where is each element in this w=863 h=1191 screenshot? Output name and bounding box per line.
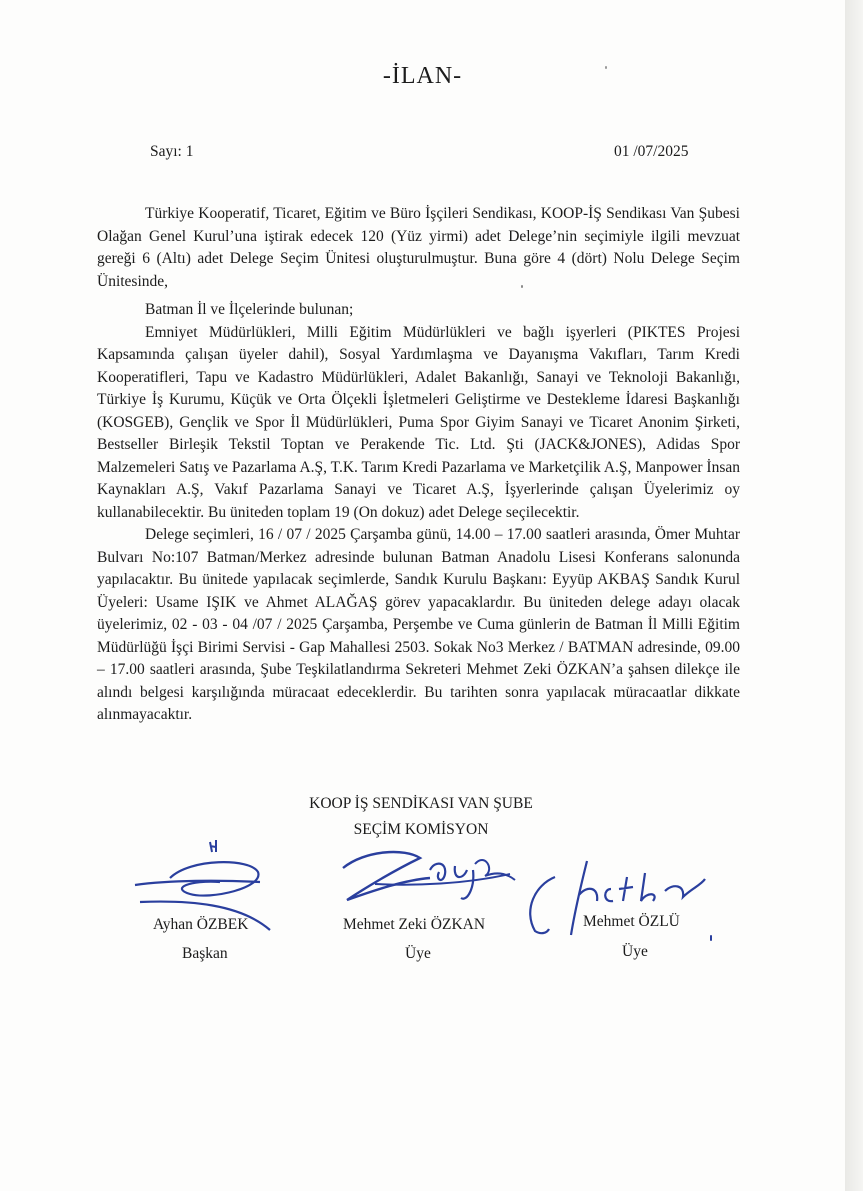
announcement-scope <box>97 299 740 727</box>
signatory-name-3: Mehmet ÖZLÜ <box>583 913 680 930</box>
paragraph-intro: Türkiye Kooperatif, Ticaret, Eğitim ve Büro İşçileri Sendikası, KOOP-İŞ Sendikası Van Şubesi Olağan Genel Kurul’una iştirak edecek 120 (Yüz yirmi) adet Delege’nin seçimiyle ilgili mevzuat gereği 6 (Altı) adet Delege Seçim Ünitesi oluşturulmuştur. Buna göre 4 (dört) Nolu Delege Seçim Ünitesinde, <box>97 205 740 290</box>
scan-speck <box>710 935 712 941</box>
signature-mehmet-zeki-ozkan <box>335 840 525 910</box>
scan-speck <box>605 66 607 69</box>
signatory-name-1: Ayhan ÖZBEK <box>153 916 249 933</box>
committee-line-1: KOOP İŞ SENDİKASI VAN ŞUBE <box>309 795 533 812</box>
document-number: Sayı: 1 <box>150 143 194 160</box>
document-title: -İLAN- <box>382 63 463 89</box>
announcement-body <box>97 203 740 293</box>
scan-speck <box>521 285 523 288</box>
committee-line-2: SEÇİM KOMİSYON <box>353 821 489 838</box>
signatory-role-2: Üye <box>405 945 431 962</box>
signatory-role-1: Başkan <box>182 945 228 962</box>
signatory-name-2: Mehmet Zeki ÖZKAN <box>343 916 486 933</box>
paragraph-location: Batman İl ve İlçelerinde bulunan; <box>145 301 354 318</box>
paragraph-workplaces: Emniyet Müdürlükleri, Milli Eğitim Müdürlükleri ve bağlı işyerleri (PIKTES Projesi Kapsamında çalışan üyeler dahil), Sosyal Yardımlaşma ve Dayanışma Vakıfları, Tarım Kredi Kooperatifleri, Tapu ve Kadastro Müdürlükleri, Adalet Bakanlığı, Sanayi ve Teknoloji Bakanlığı, Türkiye İş Kurumu, Küçük ve Orta Ölçekli İşletmeleri Geliştirme ve Destekleme İdaresi Başkanlığı (KOSGEB), Gençlik ve Spor İl Müdürlükleri, Puma Spor Giyim Sanayi ve Ticaret Anonim Şirketi, Bestseller Birleşik Tekstil Toptan ve Perakende Tic. Ltd. Şti (JACK&JONES), Adidas Spor Malzemeleri Satış ve Pazarlama A.Ş, T.K. Tarım Kredi Pazarlama ve Marketçilik A.Ş, Manpower İnsan Kaynakları A.Ş, Vakıf Pazarlama Sanayi ve Ticaret A.Ş, İşyerlerinde çalışan Üyelerimiz oy kullanabilecektir. Bu üniteden toplam 19 (On dokuz) adet Delege seçilecektir. <box>97 323 740 521</box>
document-date: 01 /07/2025 <box>614 143 689 160</box>
paper-edge <box>845 0 863 1191</box>
paragraph-election-details: Delege seçimleri, 16 / 07 / 2025 Çarşamba günü, 14.00 – 17.00 saatleri arasında, Ömer Muhtar Bulvarı No:107 Batman/Merkez adresinde bulunan Batman Anadolu Lisesi Konferans salonunda yapılacaktır. Bu ünitede yapılacak seçimlerde, Sandık Kurulu Başkanı: Eyyüp AKBAŞ Sandık Kurul Üyeleri: Usame IŞIK ve Ahmet ALAĞAŞ görev yapacaklardır. Bu üniteden delege adayı olacak üyelerimiz, 02 - 03 - 04 /07 / 2025 Çarşamba, Perşembe ve Cuma günlerin de Batman İl Milli Eğitim Müdürlüğü İşçi Birimi Servisi - Gap Mahallesi 2503. Sokak No3 Merkez / BATMAN adresinde, 09.00 – 17.00 saatleri arasında, Şube Teşkilatlandırma Sekreteri Mehmet Zeki ÖZKAN’a şahsen dilekçe ile alındı belgesi karşılığında müracaat edeceklerdir. Bu tarihten sonra yapılacak müracaatlar dikkate alınmayacaktır. <box>97 526 740 723</box>
signatory-role-3: Üye <box>622 943 648 960</box>
